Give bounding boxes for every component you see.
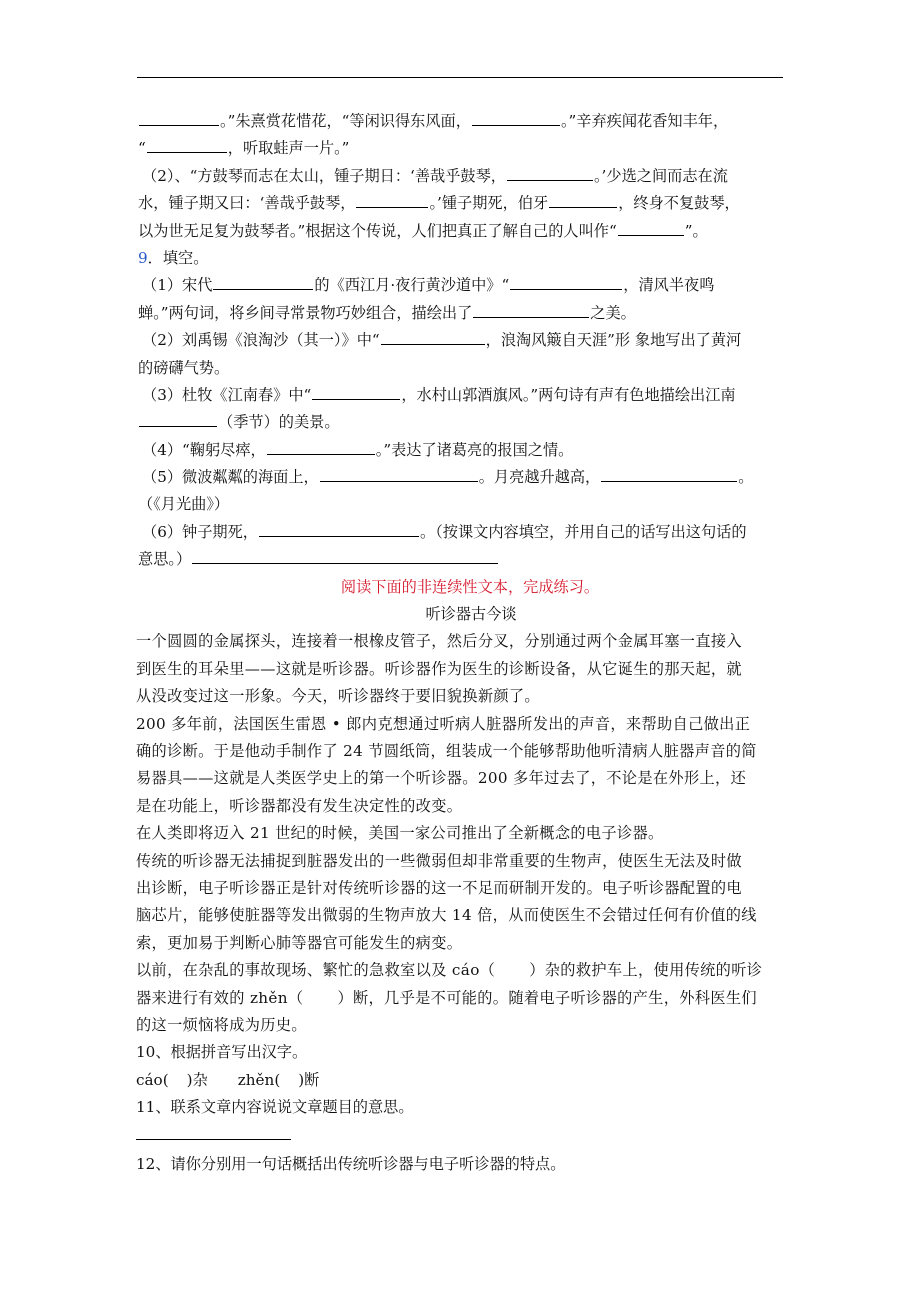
q9-item-6 (138, 519, 786, 546)
q8-text: 。”朱熹赏花惜花，“等闲识得东风面， (220, 112, 471, 130)
q8-text: ，听取蛙声一片。” (227, 139, 350, 158)
q8-text: “ (138, 139, 146, 158)
q10-text: zhěn( (237, 1070, 281, 1089)
passage-line: 到医生的耳朵里——这就是听诊器。听诊器作为医生的诊断设备，从它诞生的那天起，就 (136, 659, 742, 678)
q9-text: 之美。 (590, 303, 636, 322)
passage-text: ）断，几乎是不可能的。随着电子听诊器的产生，外科医生们 (337, 988, 757, 1007)
passage-line: 确的诊断。于是他动手制作了 24 节圆纸筒，组装成一个能够帮助他听清病人脏器声音的简 (136, 741, 757, 760)
answer-blank[interactable] (259, 520, 419, 537)
q10-prompt: 10、根据拼音写出汉字。 (136, 1043, 308, 1062)
q11-prompt: 11、联系文章内容说说文章题目的意思。 (136, 1098, 414, 1117)
q9-item-5-cont (138, 491, 786, 518)
q9-text: 。”表达了诸葛亮的报国之情。 (375, 440, 574, 459)
q9-number: 9 (138, 248, 148, 267)
answer-blank[interactable] (320, 465, 478, 482)
q12-prompt: 12、请你分别用一句话概括出传统听诊器与电子听诊器的特点。 (136, 1154, 566, 1173)
header-rule (137, 77, 783, 78)
q9-item-1 (138, 272, 786, 299)
q8-text: 。”辛弃疾闻花香知丰年， (560, 112, 729, 130)
q9-item-2-cont (138, 355, 786, 382)
q11-answer-row (136, 1121, 786, 1148)
q10-text: cáo( (136, 1070, 169, 1089)
passage-line (136, 957, 786, 984)
q8-line-2 (138, 135, 786, 162)
answer-blank[interactable] (139, 410, 217, 427)
answer-blank[interactable] (213, 273, 313, 290)
answer-blank[interactable] (472, 109, 560, 126)
reading-instruction: 阅读下面的非连续性文本，完成练习。 (340, 577, 600, 596)
answer-blank[interactable] (601, 465, 737, 482)
answer-blank[interactable] (139, 109, 219, 126)
passage-text: 器来进行有效的 zhěn（ (136, 988, 304, 1007)
q9-text: 。月亮越升越高， (478, 468, 601, 487)
q9-text: （5）微波粼粼的海面上， (142, 468, 319, 487)
q9-text: 。（按课文内容填空，并用自己的话写出这句话的 (419, 522, 747, 541)
q9-text: 的磅礴气势。 (138, 358, 230, 377)
answer-blank[interactable] (312, 383, 400, 400)
answer-blank[interactable] (192, 547, 498, 564)
q9-text: ，清风半夜鸣 (623, 276, 715, 295)
q8-line-1 (138, 108, 786, 135)
passage-line: 索，更加易于判断心肺等器官可能发生的病变。 (136, 933, 463, 952)
answer-blank[interactable] (618, 219, 684, 236)
q8-line-3 (138, 163, 786, 190)
passage-line: 脑芯片，能够使脏器等发出微弱的生物声放大 14 倍，从而使医生不会错过任何有价值的线 (136, 906, 757, 925)
q9-text: ，水村山郭酒旗风。”两句诗有声有色地描绘出江南 (401, 385, 736, 404)
q8-text: 水，锺子期又曰：‘善哉乎鼓琴， (138, 194, 356, 213)
passage-line: 易器具——这就是人类医学史上的第一个听诊器。200 多年过去了，不论是在外形上，还 (136, 769, 747, 788)
q9-text: （6）钟子期死， (142, 522, 258, 541)
answer-blank[interactable] (510, 273, 622, 290)
q9-heading (138, 245, 786, 272)
q9-item-2 (138, 327, 786, 354)
passage-line: 从没改变过这一形象。今天，听诊器终于要旧貌换新颜了。 (136, 687, 540, 706)
q8-text: 。’锺子期死，伯牙 (429, 194, 549, 213)
answer-blank[interactable] (549, 191, 617, 208)
q10-text: )断 (298, 1070, 320, 1089)
passage-line: 的这一烦恼将成为历史。 (136, 1015, 307, 1034)
q8-text: 。’少选之间而志在流 (593, 166, 728, 185)
q9-text: （《月光曲》） (138, 495, 230, 514)
reading-title: 听诊器古今谈 (425, 605, 517, 624)
q9-item-5 (138, 464, 786, 491)
q10-text: )杂 (186, 1070, 208, 1089)
passage-line: 是在功能上，听诊器都没有发生决定性的改变。 (136, 796, 463, 815)
q8-text: （2）、“方鼓琴而志在太山，锺子期日：‘善哉乎鼓琴， (142, 166, 506, 185)
worksheet-page (138, 108, 786, 1178)
q9-item-4 (138, 437, 786, 464)
answer-blank[interactable] (507, 164, 593, 181)
q9-title: ．填空。 (147, 248, 209, 267)
q9-item-3-cont (138, 409, 786, 436)
q9-text: ，浪淘风簸自天涯”形 象地写出了黄河 (485, 331, 742, 350)
q9-text: （2）刘禹锡《浪淘沙（其一）》中“ (142, 331, 380, 350)
q8-text: 以为世无足复为鼓琴者。”根据这个传说，人们把真正了解自己的人叫作“ (138, 221, 617, 240)
passage-text: ）杂的救护车上，使用传统的听诊 (529, 961, 763, 980)
q9-text: （季节）的美景。 (218, 413, 340, 432)
q9-text: 。 (738, 468, 754, 487)
q9-item-3 (138, 382, 786, 409)
answer-blank[interactable] (356, 191, 428, 208)
q8-text: ，终身不复鼓琴， (618, 194, 740, 213)
q9-item-6-cont (138, 546, 786, 573)
passage-line: 出诊断，电子听诊器正是针对传统听诊器的这一不足而研制开发的。电子听诊器配置的电 (136, 878, 742, 897)
answer-blank[interactable] (267, 438, 375, 455)
answer-line[interactable] (136, 1121, 291, 1140)
q9-text: 的《西江月·夜行黄沙道中》“ (314, 276, 510, 295)
passage-line (136, 985, 786, 1012)
q8-line-5 (138, 218, 786, 245)
q10-answers (136, 1067, 786, 1094)
q9-text: （3）杜牧《江南春》中“ (142, 385, 312, 404)
reading-passage (136, 628, 786, 1039)
passage-line: 传统的听诊器无法捕捉到脏器发出的一些微弱但却非常重要的生物声，使医生无法及时做 (136, 851, 742, 870)
q8-text: ”。 (684, 221, 708, 240)
passage-line: 一个圆圆的金属探头，连接着一根橡皮管子，然后分叉，分别通过两个金属耳塞一直接入 (136, 632, 742, 651)
q8-line-4 (138, 190, 786, 217)
q9-item-1-cont (138, 300, 786, 327)
passage-line: 200 多年前，法国医生雷恩 • 郎内克想通过听病人脏器所发出的声音，来帮助自己做出正 (136, 714, 751, 733)
passage-line: 在人类即将迈入 21 世纪的时候，美国一家公司推出了全新概念的电子诊器。 (136, 824, 664, 843)
answer-blank[interactable] (381, 328, 485, 345)
q9-text: （1）宋代 (142, 276, 213, 295)
q9-text: （4）“鞠躬尽瘁， (142, 440, 266, 459)
passage-text: 以前，在杂乱的事故现场、繁忙的急救室以及 cáo（ (136, 961, 496, 980)
answer-blank[interactable] (473, 301, 589, 318)
answer-blank[interactable] (147, 136, 227, 153)
q9-text: 蝉。”两句词，将乡间寻常景物巧妙组合，描绘出了 (138, 303, 473, 322)
q9-text: 意思。） (138, 550, 192, 569)
